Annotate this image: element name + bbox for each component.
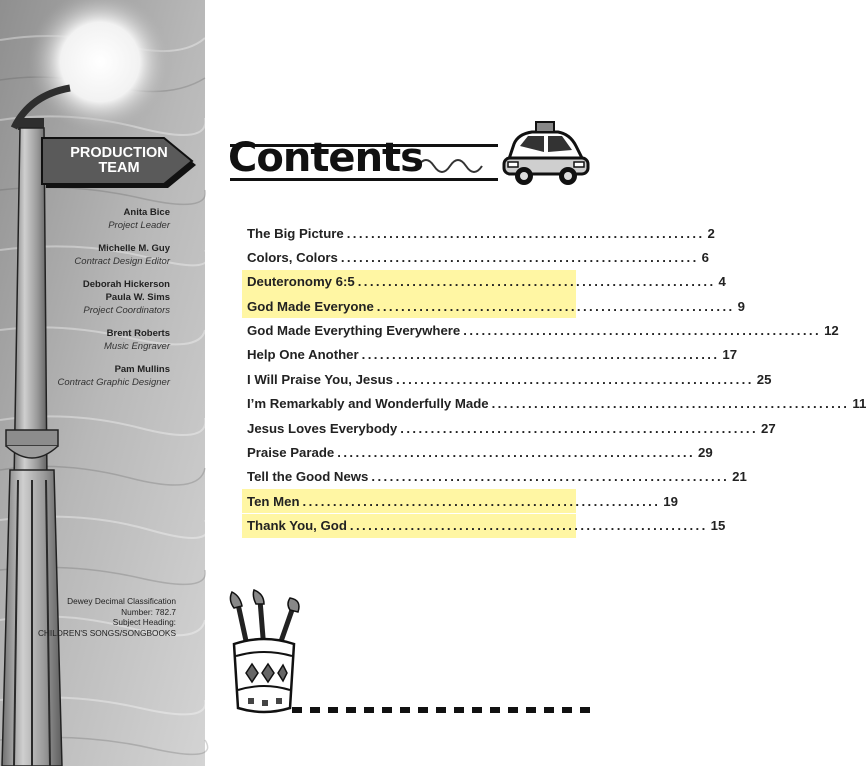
credit-role: Project Coordinators (83, 305, 170, 316)
toc-title: Thank You, God (247, 518, 347, 534)
toc-entry[interactable] (242, 221, 715, 245)
toc-leader: ........................................................... (361, 347, 720, 363)
toc-title: The Big Picture (247, 225, 344, 241)
toc-title: Tell the Good News (247, 469, 369, 485)
toc-entry[interactable] (242, 489, 678, 513)
toc-title: God Made Everyone (247, 298, 374, 314)
toc-entry[interactable] (242, 441, 713, 465)
dashed-divider (292, 706, 592, 714)
toc-leader: ........................................................... (337, 445, 696, 461)
credit-group (0, 363, 170, 389)
sign-line-1: PRODUCTION (70, 145, 168, 161)
toc-title: Deuteronomy 6:5 (247, 274, 355, 290)
toc-page-number: 19 (663, 493, 678, 509)
credit-name: Deborah Hickerson (82, 279, 170, 290)
credit-role: Music Engraver (104, 341, 170, 352)
page-title: Contents (228, 135, 423, 181)
toc-leader: ........................................................... (463, 323, 822, 339)
production-sidebar (0, 0, 205, 766)
toc-page-number: 4 (718, 274, 726, 290)
toc-title: Praise Parade (247, 445, 335, 461)
toc-entry[interactable] (242, 294, 745, 318)
toc-title: Help One Another (247, 347, 359, 363)
table-of-contents (242, 221, 866, 538)
toc-leader: ........................................................... (400, 420, 759, 436)
toc-page-number: 29 (698, 445, 713, 461)
toc-entry[interactable] (242, 392, 866, 416)
toc-entry[interactable] (242, 319, 839, 343)
credit-name: Paula W. Sims (105, 292, 170, 303)
toc-entry[interactable] (242, 270, 726, 294)
toc-page-number: 12 (824, 323, 839, 339)
production-team-sign (62, 146, 176, 176)
sign-line-2: TEAM (98, 160, 140, 176)
credit-name: Pam Mullins (114, 364, 170, 375)
toc-entry[interactable] (242, 465, 747, 489)
toc-entry[interactable] (242, 416, 776, 440)
toc-leader: ........................................................... (340, 249, 699, 265)
dewey-classification (0, 596, 176, 638)
toc-leader: ........................................................... (302, 493, 661, 509)
toc-title: Ten Men (247, 493, 300, 509)
toc-page-number: 6 (701, 249, 709, 265)
toc-entry[interactable] (242, 245, 709, 269)
toc-leader: ........................................................... (376, 298, 735, 314)
toc-title: God Made Everything Everywhere (247, 323, 461, 339)
toc-page-number: 21 (732, 469, 747, 485)
toc-title: Jesus Loves Everybody (247, 420, 398, 436)
toc-page-number: 2 (707, 225, 715, 241)
credit-name: Anita Bice (123, 207, 170, 218)
toc-page-number: 17 (722, 347, 738, 363)
toc-leader: ........................................................... (371, 469, 730, 485)
credit-name: Brent Roberts (106, 328, 170, 339)
toc-page-number: 9 (737, 298, 745, 314)
credit-name: Michelle M. Guy (98, 243, 170, 254)
toc-page-number: 27 (761, 420, 776, 436)
dewey-line: Subject Heading: (112, 617, 176, 627)
dewey-line: CHILDREN'S SONGS/SONGBOOKS (37, 627, 176, 638)
toc-leader: ........................................................... (491, 396, 850, 412)
dewey-line: Number: 782.7 (121, 606, 176, 617)
paintbrush-cup-icon (220, 590, 310, 720)
toc-leader: ........................................................... (346, 225, 705, 241)
toc-page-number: 25 (756, 371, 772, 387)
credit-role: Project Leader (108, 220, 170, 231)
credit-group (0, 242, 170, 268)
taxi-icon (500, 112, 592, 192)
toc-title: Colors, Colors (247, 249, 338, 265)
credits-list (0, 206, 170, 399)
credit-group (0, 206, 170, 232)
toc-leader: ........................................................... (349, 518, 708, 534)
toc-entry[interactable] (242, 343, 738, 367)
toc-page-number: 15 (710, 518, 726, 534)
toc-title: I’m Remarkably and Wonderfully Made (247, 396, 489, 412)
toc-leader: ........................................................... (395, 371, 754, 387)
credit-role: Contract Design Editor (74, 256, 170, 267)
toc-entry[interactable] (242, 367, 772, 391)
credit-group (0, 327, 170, 353)
toc-leader: ........................................................... (357, 274, 716, 290)
toc-title: I Will Praise You, Jesus (247, 371, 393, 387)
toc-page-number: 11 (852, 396, 866, 412)
dewey-line: Dewey Decimal Classification (67, 596, 176, 606)
credit-role: Contract Graphic Designer (57, 377, 170, 388)
toc-entry[interactable] (242, 514, 726, 538)
credit-group (0, 278, 170, 317)
